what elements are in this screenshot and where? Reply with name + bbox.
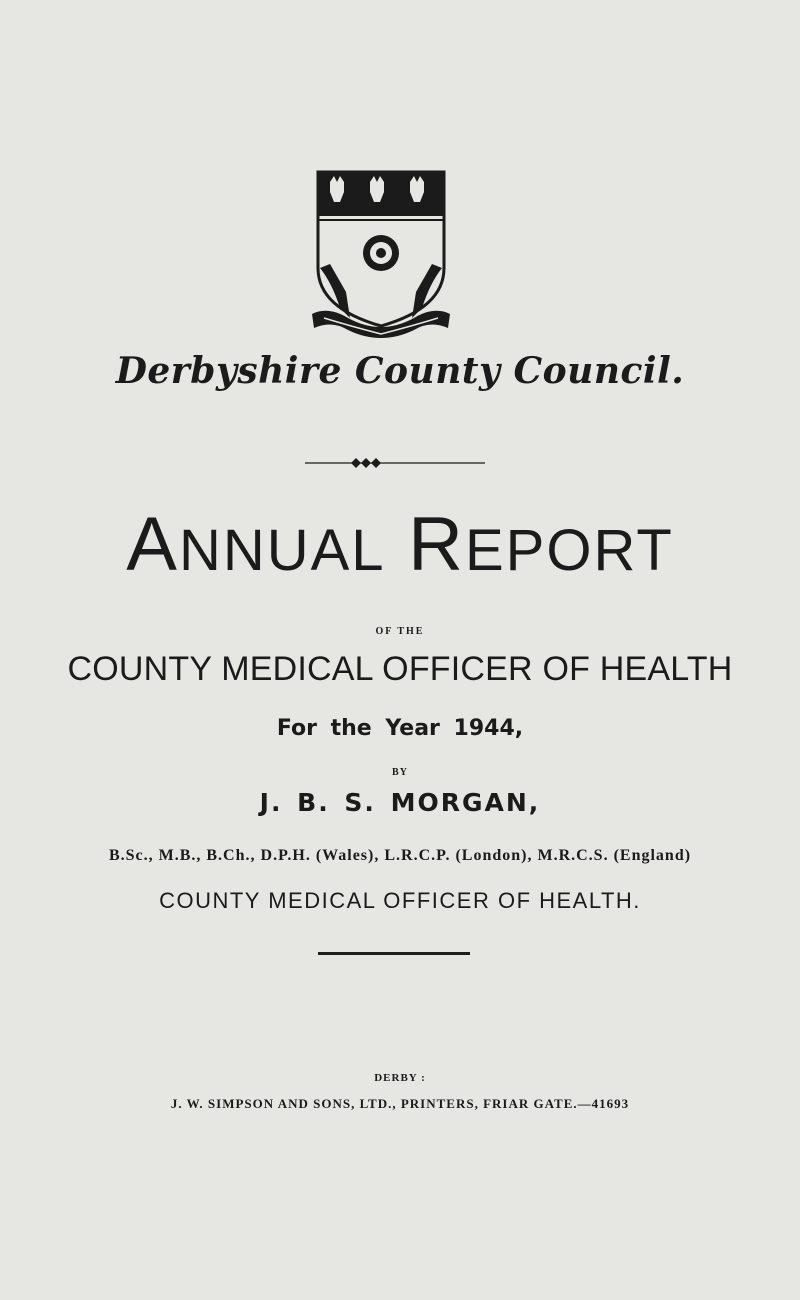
council-name: Derbyshire County Council. (115, 350, 685, 392)
annual-report-title (0, 502, 800, 591)
author-name: J. B. S. MORGAN, (259, 788, 541, 817)
subject-title: COUNTY MEDICAL OFFICER OF HEALTH (67, 650, 733, 688)
imprint-printer: J. W. SIMPSON AND SONS, LTD., PRINTERS, FRIAR GATE.—41693 (170, 1096, 630, 1111)
year-line: For the Year 1944, (276, 716, 524, 741)
title-initial-r: R (408, 502, 465, 587)
title-rest-eport: EPORT (465, 518, 674, 583)
horizontal-rule (318, 952, 470, 955)
of-the-label: OF THE (375, 626, 425, 637)
imprint-place: DERBY : (374, 1072, 426, 1084)
title-rest-nnual: NNUAL (178, 518, 386, 583)
title-initial-a: A (126, 502, 179, 587)
author-qualifications: B.Sc., M.B., B.Ch., D.P.H. (Wales), L.R.C.P. (London), M.R.C.S. (England) (108, 847, 692, 864)
diamond-ornament-divider (305, 456, 485, 470)
author-office: COUNTY MEDICAL OFFICER OF HEALTH. (159, 888, 641, 913)
derbyshire-crest-icon (310, 168, 452, 343)
by-label: BY (392, 767, 408, 778)
